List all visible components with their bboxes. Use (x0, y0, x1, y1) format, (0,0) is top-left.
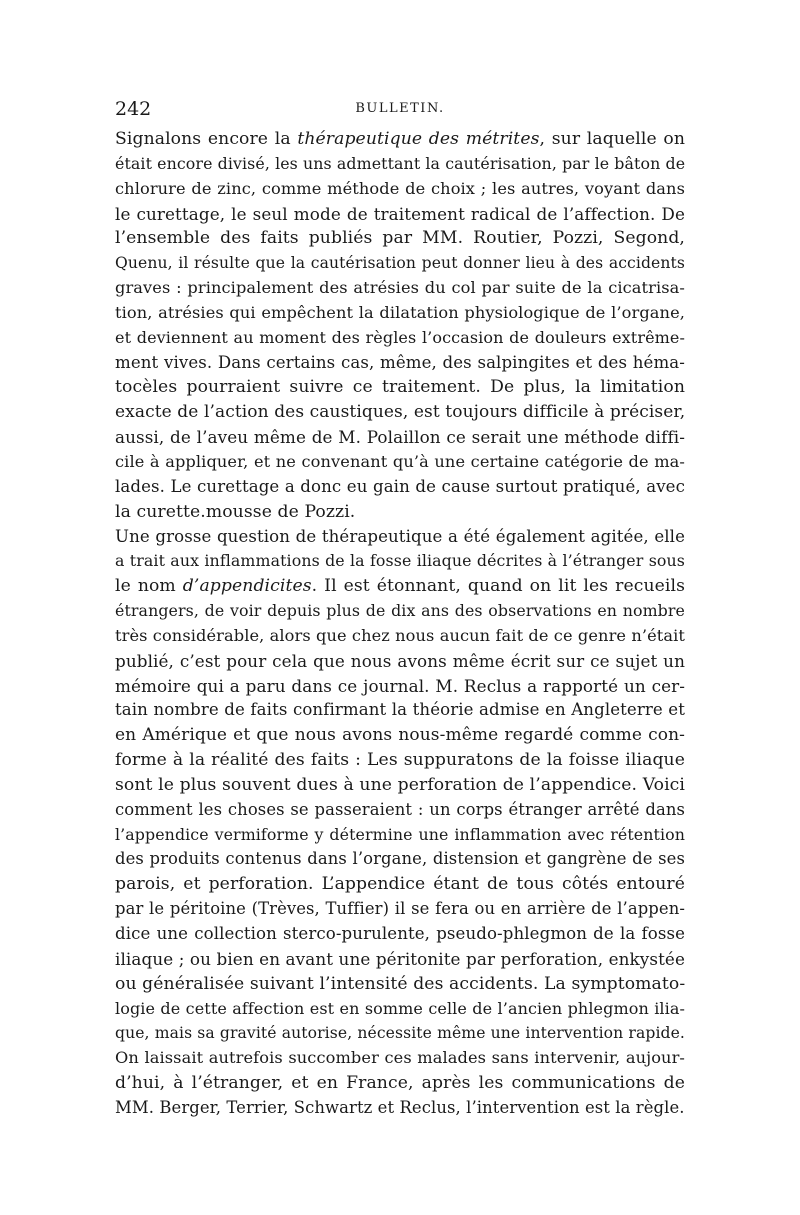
text-line: la curette.mousse de Pozzi. (115, 501, 356, 522)
text-line: dice une collection sterco-purulente, pseudo-phlegmon de la fosse (115, 924, 685, 943)
text-line: et deviennent au moment des règles l’occasion de douleurs extrême- (115, 327, 685, 347)
text-line (115, 127, 685, 152)
paragraph-1 (115, 127, 685, 525)
text-line: forme à la réalité des faits : Les suppuratons de la foisse iliaque (115, 750, 685, 771)
italic-term: thérapeutique des métrites (297, 129, 540, 149)
text-line: d’hui, à l’étranger, et en France, après les communications de (115, 1073, 685, 1094)
text-line: sont le plus souvent dues à une perforation de l’appendice. Voici (115, 774, 685, 795)
text-line: parois, et perforation. L’appendice étant de tous côtés entouré (115, 874, 685, 895)
text-line: l’ensemble des faits publiés par MM. Routier, Pozzi, Segond, (115, 228, 685, 249)
text-line: MM. Berger, Terrier, Schwartz et Reclus, l’intervention est la règle. (115, 1097, 685, 1117)
text-line: comment les choses se passeraient : un corps étranger arrêté dans (115, 799, 685, 819)
text-line: cile à appliquer, et ne convenant qu’à une certaine catégorie de ma- (115, 451, 685, 471)
text-line: tion, atrésies qui empêchent la dilatation physiologique de l’organe, (115, 302, 685, 322)
text-line: Une grosse question de thérapeutique a été également agitée, elle (115, 526, 685, 546)
text-line: par le péritoine (Trèves, Tuffier) il se fera ou en arrière de l’appen- (115, 899, 685, 919)
text-line: ou généralisée suivant l’intensité des accidents. La symptomato- (115, 973, 685, 994)
text-segment: le nom (115, 576, 183, 597)
italic-term: d’appendicites (182, 576, 312, 597)
paragraph-2 (115, 525, 685, 1121)
text-line: On laissait autrefois succomber ces malades sans intervenir, aujour- (115, 1048, 685, 1068)
text-line: publié, c’est pour cela que nous avons même écrit sur ce sujet un (115, 650, 685, 671)
text-line: iliaque ; ou bien en avant une péritonite par perforation, enkystée (115, 948, 685, 969)
text-line: en Amérique et que nous avons nous-même regardé comme con- (115, 725, 685, 746)
page-number: 242 (115, 98, 152, 120)
text-line: chlorure de zinc, comme méthode de choix ; les autres, voyant dans (115, 178, 685, 198)
body-text (115, 127, 685, 1121)
text-line: tocèles pourraient suivre ce traitement. De plus, la limitation (115, 377, 685, 398)
text-segment: , sur laquelle on (539, 129, 685, 149)
text-segment: . Il est étonnant, quand on lit les recueils (311, 576, 685, 597)
text-line: était encore divisé, les uns admettant la cautérisation, par le bâton de (115, 153, 685, 173)
text-line: des produits contenus dans l’organe, distension et gangrène de ses (115, 849, 685, 869)
text-line: que, mais sa gravité autorise, nécessite même une intervention rapide. (115, 1024, 685, 1043)
text-line: a trait aux inflammations de la fosse iliaque décrites à l’étranger sous (115, 551, 685, 571)
text-line: tain nombre de faits confirmant la théorie admise en Angleterre et (115, 700, 685, 720)
text-line: lades. Le curettage a donc eu gain de cause surtout pratiqué, avec (115, 476, 685, 496)
text-line: mémoire qui a paru dans ce journal. M. Reclus a rapporté un cer- (115, 675, 685, 696)
text-line: aussi, de l’aveu même de M. Polaillon ce serait une méthode diffi- (115, 427, 685, 448)
text-line: exacte de l’action des caustiques, est toujours difficile à préciser, (115, 402, 685, 423)
journal-title: BULLETIN. (355, 101, 445, 116)
running-head (115, 97, 685, 121)
text-segment: Signalons encore la (115, 129, 298, 149)
text-line: le curettage, le seul mode de traitement radical de l’affection. De (115, 203, 685, 224)
text-line (115, 574, 685, 599)
text-line: étrangers, de voir depuis plus de dix ans des observations en nombre (115, 601, 685, 621)
text-line: l’appendice vermiforme y détermine une inflammation avec rétention (115, 824, 685, 844)
text-line: Quenu, il résulte que la cautérisation peut donner lieu à des accidents (115, 254, 685, 273)
text-line: graves : principalement des atrésies du col par suite de la cicatrisa- (115, 278, 685, 298)
text-line: ment vives. Dans certains cas, même, des salpingites et des héma- (115, 352, 685, 372)
text-line: logie de cette affection est en somme celle de l’ancien phlegmon ilia- (115, 998, 685, 1018)
text-line: très considérable, alors que chez nous aucun fait de ce genre n’était (115, 625, 685, 645)
